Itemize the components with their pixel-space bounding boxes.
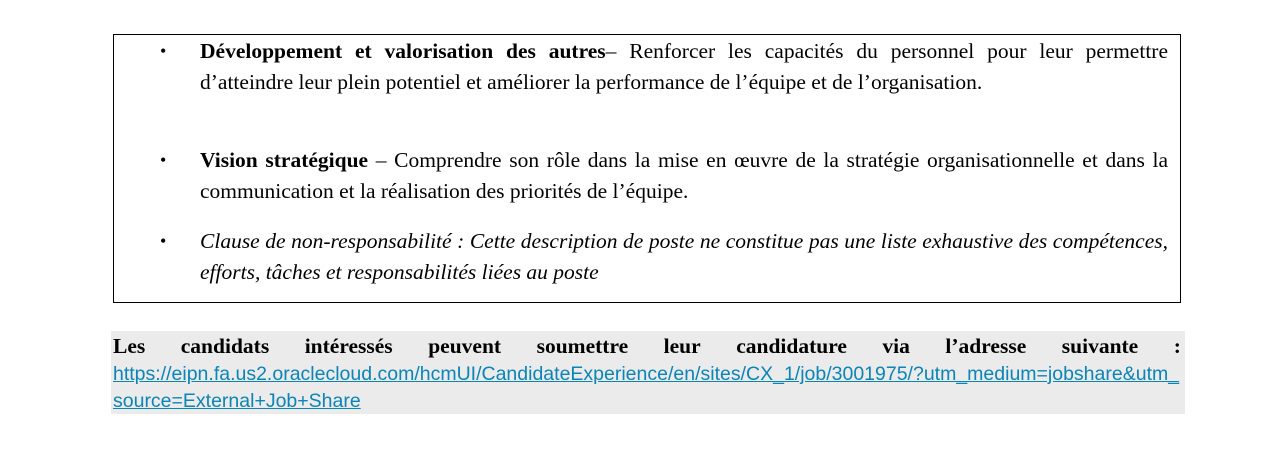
intro-word: suivante <box>1061 334 1139 358</box>
list-item-text <box>200 36 1168 98</box>
list-item-title: Vision stratégique <box>200 148 369 172</box>
application-link[interactable]: https://eipn.fa.us2.oraclecloud.com/hcmUI/CandidateExperience/en/sites/CX_1/job/3001975/?utm_medium=jobshare&utm_source=External+Job+Share <box>113 363 1180 412</box>
intro-word: candidats <box>180 334 270 358</box>
list-item-description: – Renforcer les capacités du personnel pour leur permettre d’atteindre leur plein potentiel et améliorer la performance de l’équipe et de l’organisation. <box>200 39 1168 94</box>
intro-word: via <box>882 334 910 358</box>
list-item-description: – Comprendre son rôle dans la mise en œuvre de la stratégie organisationnelle et dans la communication et la réalisation des priorités de l’équipe. <box>200 148 1168 203</box>
intro-word: Les <box>113 334 146 358</box>
application-section <box>111 331 1185 414</box>
intro-word: : <box>1173 334 1181 358</box>
application-intro <box>113 333 1181 360</box>
competencies-box <box>113 34 1181 303</box>
bullet-icon: • <box>160 150 167 170</box>
intro-word: intéressés <box>304 334 393 358</box>
intro-word: l’adresse <box>945 334 1027 358</box>
intro-word: candidature <box>736 334 847 358</box>
list-item-text <box>200 145 1168 207</box>
bullet-icon: • <box>160 231 167 251</box>
bullet-icon: • <box>160 41 167 61</box>
intro-word: peuvent <box>428 334 502 358</box>
intro-word: soumettre <box>536 334 629 358</box>
list-item-title: Développement et valorisation des autres <box>200 39 606 63</box>
intro-word: leur <box>663 334 701 358</box>
disclaimer-text: Clause de non-responsabilité : Cette description de poste ne constitue pas une liste exhaustive des compétences, efforts, tâches et responsabilités liées au poste <box>200 229 1168 284</box>
